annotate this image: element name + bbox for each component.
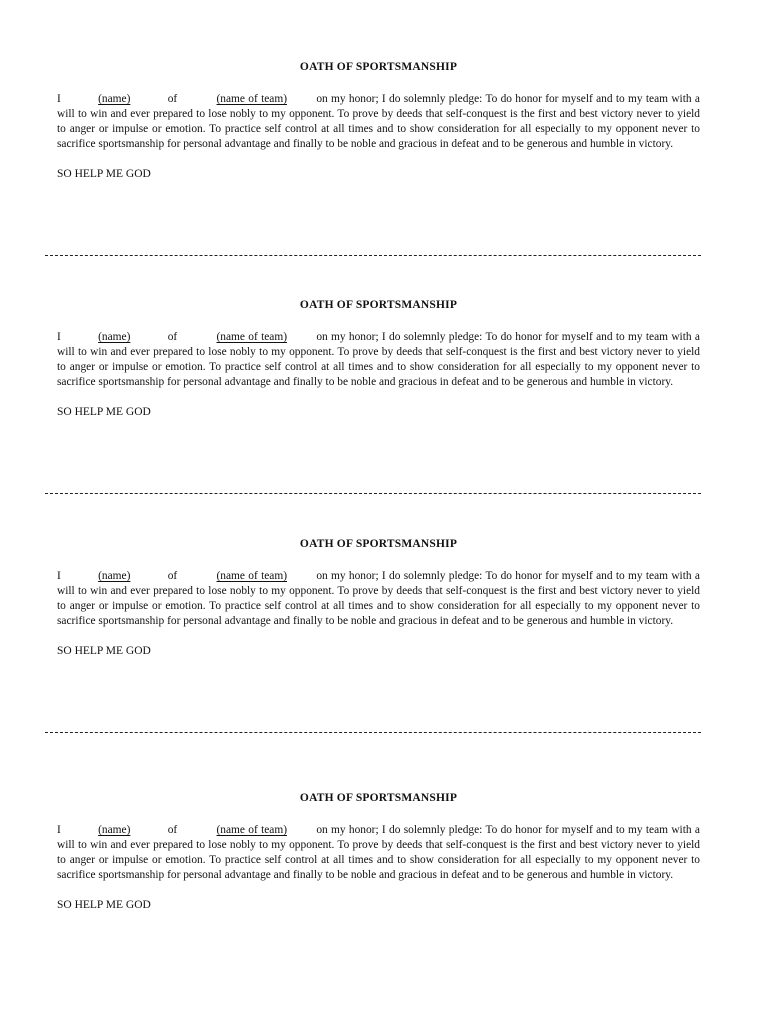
oath-title: OATH OF SPORTSMANSHIP bbox=[299, 538, 458, 550]
pledge-text: on my honor; I do solemnly pledge: To do honor for myself and to my team with a will to win and ever prepared to lose nobly to my opponent. To prove by deeds that self-conquest is the first and best victory never to yield to anger or impulse or emotion. To practice self control at all times and to show consideration for all especially to my opponent never to sacrifice sportsmanship for personal advantage and finally to be noble and gracious in defeat and to be generous and humble in victory. bbox=[57, 93, 700, 150]
team-name-blank: (name of team) bbox=[216, 570, 287, 582]
closing-line: SO HELP ME GOD bbox=[57, 645, 151, 657]
closing-line: SO HELP ME GOD bbox=[57, 168, 151, 180]
oath-body bbox=[57, 92, 700, 152]
oath-title: OATH OF SPORTSMANSHIP bbox=[299, 61, 458, 73]
name-blank: (name) bbox=[98, 570, 131, 582]
oath-section-1 bbox=[57, 60, 700, 181]
of-word: of bbox=[167, 331, 178, 343]
pledge-text: on my honor; I do solemnly pledge: To do honor for myself and to my team with a will to win and ever prepared to lose nobly to my opponent. To prove by deeds that self-conquest is the first and best victory never to yield to anger or impulse or emotion. To practice self control at all times and to show consideration for all especially to my opponent never to sacrifice sportsmanship for personal advantage and finally to be noble and gracious in defeat and to be generous and humble in victory. bbox=[57, 331, 700, 388]
of-word: of bbox=[167, 93, 178, 105]
oath-section-4 bbox=[57, 791, 700, 912]
team-name-blank: (name of team) bbox=[216, 331, 287, 343]
closing-line: SO HELP ME GOD bbox=[57, 899, 151, 911]
oath-section-2 bbox=[57, 298, 700, 419]
oath-section-3 bbox=[57, 537, 700, 658]
name-blank: (name) bbox=[98, 824, 131, 836]
oath-body bbox=[57, 569, 700, 629]
oath-title: OATH OF SPORTSMANSHIP bbox=[299, 792, 458, 804]
team-name-blank: (name of team) bbox=[216, 824, 287, 836]
pronoun: I bbox=[57, 570, 61, 582]
cut-line-3 bbox=[45, 732, 701, 733]
pronoun: I bbox=[57, 824, 61, 836]
of-word: of bbox=[167, 824, 178, 836]
name-blank: (name) bbox=[98, 93, 131, 105]
pledge-text: on my honor; I do solemnly pledge: To do honor for myself and to my team with a will to win and ever prepared to lose nobly to my opponent. To prove by deeds that self-conquest is the first and best victory never to yield to anger or impulse or emotion. To practice self control at all times and to show consideration for all especially to my opponent never to sacrifice sportsmanship for personal advantage and finally to be noble and gracious in defeat and to be generous and humble in victory. bbox=[57, 570, 700, 627]
oath-body bbox=[57, 330, 700, 390]
pronoun: I bbox=[57, 331, 61, 343]
oath-body bbox=[57, 823, 700, 883]
cut-line-2 bbox=[45, 493, 701, 494]
team-name-blank: (name of team) bbox=[216, 93, 287, 105]
oath-title: OATH OF SPORTSMANSHIP bbox=[299, 299, 458, 311]
name-blank: (name) bbox=[98, 331, 131, 343]
cut-line-1 bbox=[45, 255, 701, 256]
pronoun: I bbox=[57, 93, 61, 105]
closing-line: SO HELP ME GOD bbox=[57, 406, 151, 418]
of-word: of bbox=[167, 570, 178, 582]
pledge-text: on my honor; I do solemnly pledge: To do honor for myself and to my team with a will to win and ever prepared to lose nobly to my opponent. To prove by deeds that self-conquest is the first and best victory never to yield to anger or impulse or emotion. To practice self control at all times and to show consideration for all especially to my opponent never to sacrifice sportsmanship for personal advantage and finally to be noble and gracious in defeat and to be generous and humble in victory. bbox=[57, 824, 700, 881]
